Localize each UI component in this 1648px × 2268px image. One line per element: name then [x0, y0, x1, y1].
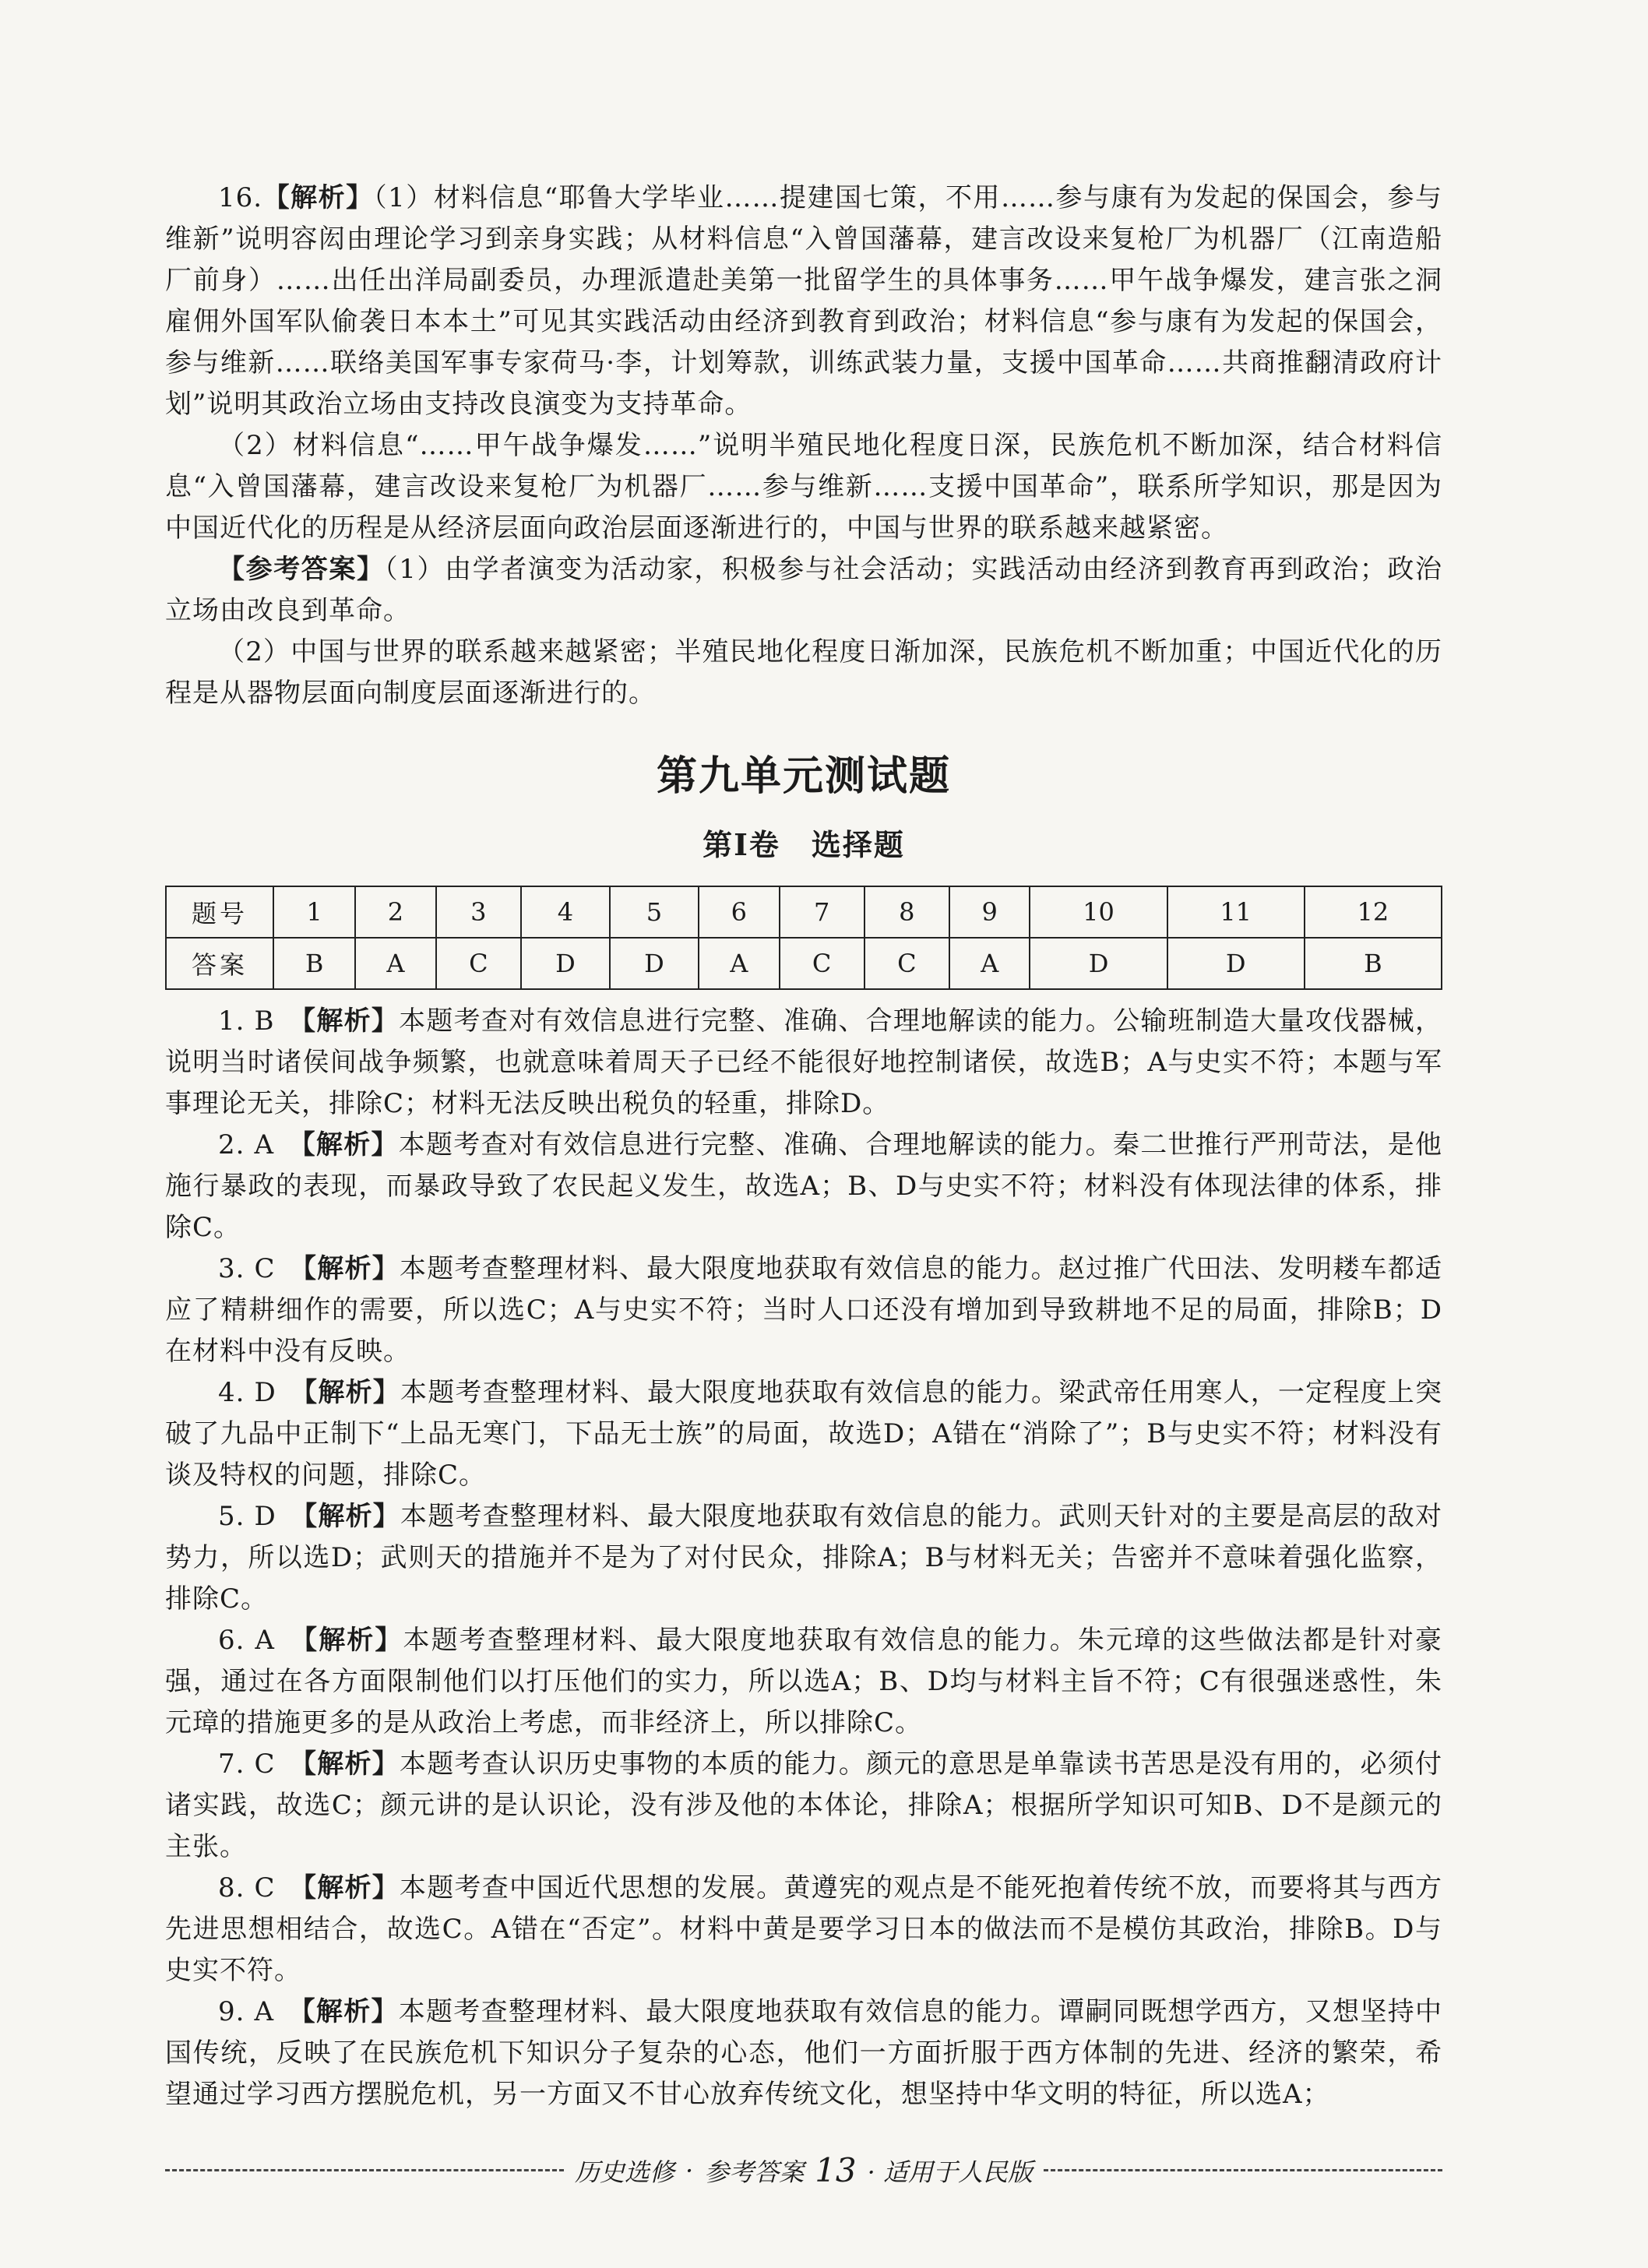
item-6: [165, 1620, 1442, 1744]
answer-cell: B: [1305, 938, 1442, 989]
footer-dash-right: [1044, 2169, 1442, 2171]
question-number-cell: 1: [273, 886, 355, 938]
item-tag: 【解析】: [304, 1625, 403, 1656]
item-1: [165, 1001, 1442, 1125]
footer-edition: · 适用于人民版: [867, 2157, 1034, 2187]
item-2: [165, 1125, 1442, 1248]
answer-table-number-row: [166, 886, 1442, 938]
item-tag: 【解析】: [301, 1996, 399, 2027]
answer-cell: A: [355, 938, 436, 989]
q16-number: 16.: [218, 182, 263, 213]
item-3: [165, 1248, 1442, 1372]
item-text: 本题考查对有效信息进行完整、准确、合理地解读的能力。秦二世推行严刑苛法，是他施行暴政的表现，而暴政导致了农民起义发生，故选A；B、D与史实不符；材料没有体现法律的体系，排除C。: [165, 1129, 1442, 1243]
page-footer: [165, 2151, 1442, 2189]
row-label-answer: 答案: [166, 938, 273, 989]
item-text: 本题考查整理材料、最大限度地获取有效信息的能力。谭嗣同既想学西方，又想坚持中国传统，反映了在民族危机下知识分子复杂的心态，他们一方面折服于西方体制的先进、经济的繁荣，希望通过学习西方摆脱危机，另一方面又不甘心放弃传统文化，想坚持中华文明的特征，所以选A；: [165, 1996, 1442, 2110]
item-lead: 7. C: [218, 1749, 303, 1780]
item-text: 本题考查整理材料、最大限度地获取有效信息的能力。朱元璋的这些做法都是针对豪强，通过在各方面限制他们以打压他们的实力，所以选A；B、D均与材料主旨不符；C有很强迷惑性，朱元璋的措施更多的是从政治上考虑，而非经济上，所以排除C。: [165, 1625, 1442, 1738]
question-number-cell: 10: [1030, 886, 1167, 938]
page-content: [165, 178, 1442, 2115]
unit-title: 第九单元测试题: [656, 752, 951, 800]
answer-cell: A: [949, 938, 1030, 989]
question-number-cell: 9: [949, 886, 1030, 938]
q16-answer-tag: 【参考答案】: [218, 554, 385, 585]
row-label-number: 题号: [166, 886, 273, 938]
section-title: 第Ⅰ卷 选择题: [703, 827, 905, 862]
item-lead: 3. C: [218, 1253, 303, 1284]
item-9: [165, 1992, 1442, 2115]
q16-answer-p1: [165, 549, 1442, 632]
answer-cell: C: [436, 938, 521, 989]
footer-dot: ·: [685, 2155, 694, 2185]
answer-table: [165, 886, 1442, 990]
q16-answer-p2: （2）中国与世界的联系越来越紧密；半殖民地化程度日渐加深，民族危机不断加重；中国近代化的历程是从器物层面向制度层面逐渐进行的。: [165, 636, 1442, 709]
item-text: 本题考查整理材料、最大限度地获取有效信息的能力。梁武帝任用寒人，一定程度上突破了九品中正制下“上品无寒门，下品无士族”的局面，故选D；A错在“消除了”；B与史实不符；材料没有谈及特权的问题，排除C。: [165, 1377, 1443, 1491]
question-number-cell: 2: [355, 886, 436, 938]
item-7: [165, 1744, 1442, 1868]
q16-analysis-text-1: （1）材料信息“耶鲁大学毕业……提建国七策，不用……参与康有为发起的保国会，参与维新”说明容闳由理论学习到亲身实践；从材料信息“入曾国藩幕，建言改设来复枪厂为机器厂（江南造船厂前身）……出任出洋局副委员，办理派遣赴美第一批留学生的具体事务……甲午战争爆发，建言张之洞雇佣外国军队偷袭日本本土”可见其实践活动由经济到教育到政治；材料信息“参与康有为发起的保国会，参与维新……联络美国军事专家荷马·李，计划筹款，训练武装力量，支援中国革命……共商推翻清政府计划”说明其政治立场由支持改良演变为支持革命。: [165, 182, 1443, 420]
item-tag: 【解析】: [303, 1253, 400, 1284]
item-lead: 8. C: [218, 1872, 303, 1904]
item-lead: 6. A: [218, 1625, 305, 1656]
question-number-cell: 7: [780, 886, 864, 938]
item-lead: 1. B: [218, 1005, 303, 1037]
item-4: [165, 1372, 1442, 1496]
item-text: 本题考查中国近代思想的发展。黄遵宪的观点是不能死抱着传统不放，而要将其与西方先进思想相结合，故选C。A错在“否定”。材料中黄是要学习日本的做法而不是模仿其政治，排除B。D与史实不符。: [165, 1872, 1443, 1986]
question-number-cell: 8: [864, 886, 949, 938]
item-lead: 2. A: [218, 1129, 302, 1160]
answer-cell: D: [610, 938, 699, 989]
question-number-cell: 12: [1305, 886, 1442, 938]
item-5: [165, 1496, 1442, 1620]
item-8: [165, 1868, 1442, 1992]
item-tag: 【解析】: [301, 1129, 399, 1160]
item-tag: 【解析】: [304, 1377, 401, 1408]
item-lead: 4. D: [218, 1377, 305, 1408]
answer-cell: D: [1030, 938, 1167, 989]
item-tag: 【解析】: [303, 1749, 400, 1780]
q16-analysis-tag: 【解析】: [262, 182, 374, 213]
item-text: 本题考查整理材料、最大限度地获取有效信息的能力。武则天针对的主要是高层的敌对势力，所以选D；武则天的措施并不是为了对付民众，排除A；B与材料无关；告密并不意味着强化监察，排除C。: [165, 1501, 1443, 1615]
item-tag: 【解析】: [303, 1872, 400, 1904]
question-number-cell: 4: [521, 886, 610, 938]
answer-cell: A: [699, 938, 780, 989]
item-tag: 【解析】: [304, 1501, 401, 1532]
item-text: 本题考查认识历史事物的本质的能力。颜元的意思是单靠读书苦思是没有用的，必须付诸实践，故选C；颜元讲的是认识论，没有涉及他的本体论，排除A；根据所学知识可知B、D不是颜元的主张。: [165, 1749, 1443, 1862]
item-text: 本题考查整理材料、最大限度地获取有效信息的能力。赵过推广代田法、发明耧车都适应了精耕细作的需要，所以选C；A与史实不符；当时人口还没有增加到导致耕地不足的局面，排除B；D在材料中没有反映。: [165, 1253, 1443, 1367]
question-number-cell: 3: [436, 886, 521, 938]
footer-ref: 参考答案: [704, 2157, 805, 2187]
answer-cell: B: [273, 938, 355, 989]
question-number-cell: 11: [1167, 886, 1305, 938]
q16-analysis-p2: （2）材料信息“……甲午战争爆发……”说明半殖民地化程度日深，民族危机不断加深，结合材料信息“入曾国藩幕，建言改设来复枪厂为机器厂……参与维新……支援中国革命”，联系所学知识，那是因为中国近代化的历程是从经济层面向政治层面逐渐进行的，中国与世界的联系越来越紧密。: [165, 430, 1442, 544]
question-number-cell: 5: [610, 886, 699, 938]
footer-subject: 历史选修: [575, 2157, 675, 2187]
answer-cell: C: [864, 938, 949, 989]
question-number-cell: 6: [699, 886, 780, 938]
footer-dash-left: [165, 2169, 564, 2171]
page-number: 13: [815, 2151, 857, 2189]
q16-analysis-p1: [165, 178, 1442, 425]
item-text: 本题考查对有效信息进行完整、准确、合理地解读的能力。公输班制造大量攻伐器械，说明当时诸侯间战争频繁，也就意味着周天子已经不能很好地控制诸侯，故选B；A与史实不符；本题与军事理论无关，排除C；材料无法反映出税负的轻重，排除D。: [165, 1005, 1443, 1119]
answer-cell: C: [780, 938, 864, 989]
item-lead: 5. D: [218, 1501, 305, 1532]
item-lead: 9. A: [218, 1996, 302, 2027]
item-tag: 【解析】: [302, 1005, 400, 1037]
answer-cell: D: [1167, 938, 1305, 989]
answer-cell: D: [521, 938, 610, 989]
answer-table-answer-row: [166, 938, 1442, 989]
q16-answer-text-1: （1）由学者演变为活动家，积极参与社会活动；实践活动由经济到教育再到政治；政治立场由改良到革命。: [165, 554, 1443, 626]
